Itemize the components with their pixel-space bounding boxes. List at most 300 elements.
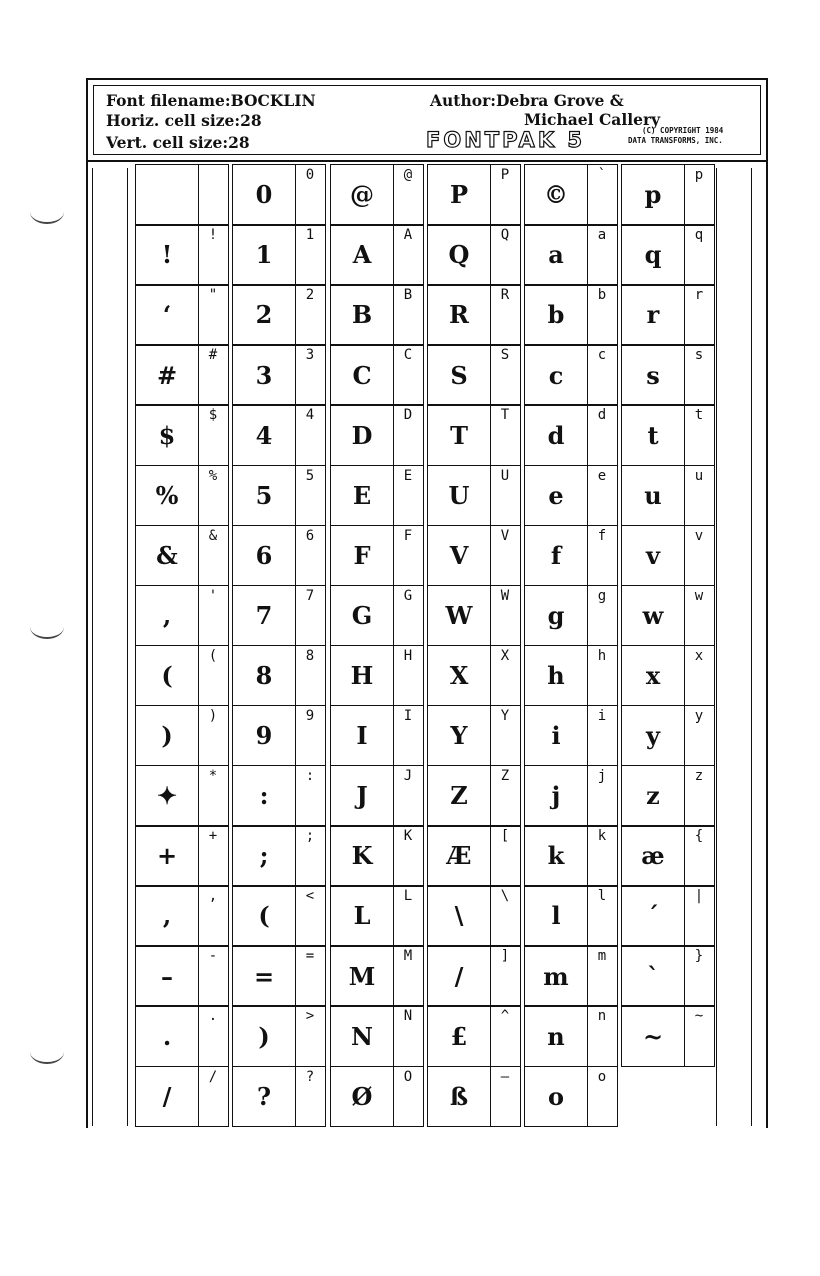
- font-glyph: E: [352, 480, 372, 510]
- char-cell: [524, 705, 618, 767]
- font-glyph: /: [162, 1081, 172, 1111]
- reference-char: }: [694, 948, 704, 965]
- char-cell: [135, 885, 229, 947]
- font-glyph: S: [450, 360, 468, 390]
- reference-char: &: [208, 527, 218, 544]
- reference-char: P: [500, 167, 510, 183]
- char-cell: [621, 585, 715, 647]
- fontpak-logo: FONTPAK 5: [426, 128, 586, 152]
- font-glyph: v: [646, 540, 660, 570]
- font-glyph: :: [259, 781, 269, 811]
- char-cell: [621, 525, 715, 587]
- font-glyph: c: [548, 360, 564, 390]
- char-cell: [524, 224, 618, 286]
- char-cell: [232, 344, 326, 406]
- reference-char: —: [500, 1068, 510, 1085]
- font-glyph: N: [351, 1021, 373, 1051]
- font-glyph: –: [161, 961, 173, 991]
- font-glyph: h: [547, 661, 565, 691]
- char-cell: [232, 765, 326, 827]
- reference-char: 2: [305, 287, 315, 304]
- font-glyph: s: [646, 360, 660, 390]
- reference-char: f: [597, 527, 607, 544]
- reference-char: .: [208, 1008, 218, 1025]
- char-cell: [427, 945, 521, 1007]
- char-cell: [135, 404, 229, 466]
- punch-hole: [30, 1040, 64, 1064]
- font-glyph: 8: [255, 661, 273, 691]
- font-glyph: 6: [255, 540, 273, 570]
- char-cell: [135, 1005, 229, 1067]
- char-cell: [524, 1066, 618, 1128]
- font-glyph: @: [350, 180, 374, 210]
- font-glyph: B: [351, 300, 373, 330]
- reference-char: |: [694, 888, 704, 905]
- font-glyph: W: [445, 600, 473, 630]
- char-cell: [524, 585, 618, 647]
- font-glyph: q: [644, 240, 662, 270]
- reference-char: 1: [305, 227, 315, 244]
- reference-char: 3: [305, 347, 315, 364]
- reference-char: 4: [305, 407, 315, 424]
- header-box: [86, 78, 768, 162]
- font-glyph: 5: [255, 480, 273, 510]
- font-glyph: 0: [255, 180, 273, 210]
- horiz-cell-size-value: 28: [240, 111, 262, 130]
- reference-char: N: [403, 1008, 413, 1025]
- font-glyph: ✦: [156, 781, 178, 811]
- cell-divider: [198, 165, 199, 225]
- reference-char: ^: [500, 1008, 510, 1025]
- reference-char: -: [208, 948, 218, 965]
- reference-char: s: [694, 347, 704, 364]
- reference-char: >: [305, 1008, 315, 1025]
- reference-char: b: [597, 287, 607, 304]
- char-cell: [621, 645, 715, 707]
- font-glyph: k: [547, 841, 565, 871]
- char-cell: [427, 224, 521, 286]
- font-glyph: ,: [162, 600, 172, 630]
- font-glyph: ~: [642, 1021, 664, 1051]
- font-glyph: g: [547, 600, 565, 630]
- font-glyph: #: [156, 360, 178, 390]
- reference-char: R: [500, 287, 510, 304]
- left-margin-strip: [92, 168, 128, 1126]
- char-cell: [524, 645, 618, 707]
- reference-char: Y: [500, 707, 510, 724]
- reference-char: S: [500, 347, 510, 364]
- font-glyph: l: [551, 901, 561, 931]
- reference-char: :: [305, 768, 315, 784]
- author-row: [430, 92, 624, 110]
- char-cell: [524, 465, 618, 527]
- font-glyph: d: [547, 420, 565, 450]
- reference-char: e: [597, 467, 607, 484]
- char-cell: [427, 1066, 521, 1128]
- font-glyph: &: [156, 540, 178, 570]
- reference-char: ?: [305, 1068, 315, 1085]
- reference-char: n: [597, 1008, 607, 1025]
- char-cell: [427, 585, 521, 647]
- font-glyph: U: [448, 480, 470, 510]
- char-cell: [232, 825, 326, 887]
- char-cell: [621, 164, 715, 226]
- font-glyph: .: [162, 1021, 172, 1051]
- reference-char: a: [597, 227, 607, 244]
- font-glyph: f: [550, 540, 562, 570]
- reference-char: =: [305, 948, 315, 965]
- font-glyph: \: [454, 901, 464, 931]
- char-cell: [330, 224, 424, 286]
- reference-char: !: [208, 227, 218, 244]
- font-glyph: J: [356, 781, 368, 811]
- font-glyph: Q: [448, 240, 470, 270]
- punch-hole: [30, 200, 64, 224]
- char-cell: [135, 945, 229, 1007]
- reference-char: L: [403, 888, 413, 905]
- right-margin-strip: [716, 168, 752, 1126]
- font-glyph: i: [551, 721, 561, 751]
- char-cell: [330, 825, 424, 887]
- font-glyph: L: [353, 901, 371, 931]
- char-cell: [135, 164, 229, 226]
- font-glyph: (: [161, 661, 173, 691]
- reference-char: (: [208, 647, 218, 664]
- char-cell: [524, 344, 618, 406]
- char-cell: [232, 164, 326, 226]
- char-cell: [524, 284, 618, 346]
- char-cell: [330, 344, 424, 406]
- char-cell: [524, 164, 618, 226]
- font-glyph: V: [449, 540, 469, 570]
- copyright-notice: [628, 126, 723, 146]
- char-cell: [621, 404, 715, 466]
- char-cell: [232, 525, 326, 587]
- font-glyph: T: [450, 420, 468, 450]
- char-cell: [330, 645, 424, 707]
- char-cell: [621, 765, 715, 827]
- font-glyph: o: [547, 1081, 564, 1111]
- font-glyph: Z: [450, 781, 468, 811]
- reference-char: ~: [694, 1008, 704, 1025]
- char-cell: [330, 585, 424, 647]
- char-cell: [621, 945, 715, 1007]
- char-cell: [330, 284, 424, 346]
- reference-char: #: [208, 347, 218, 364]
- reference-char: O: [403, 1068, 413, 1085]
- char-cell: [232, 1066, 326, 1128]
- font-glyph: 2: [255, 300, 273, 330]
- char-cell: [524, 404, 618, 466]
- font-glyph: `: [647, 961, 659, 991]
- font-glyph: 7: [255, 600, 273, 630]
- char-cell: [232, 705, 326, 767]
- reference-char: z: [694, 768, 704, 784]
- reference-char: U: [500, 467, 510, 484]
- font-glyph: Ø: [351, 1081, 373, 1111]
- font-glyph: e: [548, 480, 564, 510]
- font-glyph: ): [161, 721, 173, 751]
- char-cell: [621, 1005, 715, 1067]
- reference-char: g: [597, 587, 607, 604]
- char-cell: [524, 945, 618, 1007]
- reference-char: t: [694, 407, 704, 424]
- char-cell: [621, 705, 715, 767]
- reference-char: d: [597, 407, 607, 424]
- font-filename-label: Font filename:: [106, 91, 231, 110]
- char-cell: [621, 825, 715, 887]
- reference-char: j: [597, 768, 607, 784]
- char-cell: [232, 945, 326, 1007]
- char-cell: [524, 825, 618, 887]
- font-glyph: b: [547, 300, 565, 330]
- reference-char: l: [597, 888, 607, 905]
- font-glyph: !: [161, 240, 173, 270]
- reference-char: r: [694, 287, 704, 304]
- font-glyph: 9: [255, 721, 273, 751]
- reference-char: J: [403, 768, 413, 784]
- font-glyph: æ: [641, 841, 665, 871]
- font-glyph: F: [353, 540, 371, 570]
- char-cell: [232, 404, 326, 466]
- reference-char: [: [500, 828, 510, 845]
- font-glyph: w: [642, 600, 664, 630]
- reference-char: 7: [305, 587, 315, 604]
- font-glyph: [136, 165, 198, 225]
- font-glyph: /: [454, 961, 464, 991]
- reference-char: Q: [500, 227, 510, 244]
- char-cell: [330, 465, 424, 527]
- char-cell: [135, 465, 229, 527]
- char-cell: [330, 885, 424, 947]
- char-cell: [330, 404, 424, 466]
- font-glyph: M: [348, 961, 376, 991]
- reference-char: y: [694, 707, 704, 724]
- font-glyph: ,: [162, 901, 172, 931]
- reference-char: c: [597, 347, 607, 364]
- char-cell: [330, 164, 424, 226]
- font-glyph: x: [645, 661, 661, 691]
- font-glyph: ´: [647, 901, 659, 931]
- reference-char: 8: [305, 647, 315, 664]
- char-cell: [621, 224, 715, 286]
- reference-char: m: [597, 948, 607, 965]
- char-cell: [135, 645, 229, 707]
- reference-char: B: [403, 287, 413, 304]
- font-glyph: (: [258, 901, 270, 931]
- reference-char: %: [208, 467, 218, 484]
- char-cell: [330, 1066, 424, 1128]
- char-cell: [135, 1066, 229, 1128]
- font-glyph: Æ: [446, 841, 472, 871]
- vert-cell-size-value: 28: [228, 133, 250, 152]
- font-glyph: t: [647, 420, 659, 450]
- reference-char: ]: [500, 948, 510, 965]
- copyright-line1: (C) COPYRIGHT 1984: [642, 126, 724, 135]
- char-cell: [427, 1005, 521, 1067]
- char-cell: [524, 885, 618, 947]
- char-cell: [232, 465, 326, 527]
- vert-cell-size-label: Vert. cell size:: [106, 133, 229, 152]
- char-cell: [524, 765, 618, 827]
- char-cell: [427, 525, 521, 587]
- reference-char: 5: [305, 467, 315, 484]
- char-cell: [135, 585, 229, 647]
- reference-char: k: [597, 828, 607, 845]
- reference-char: ": [208, 287, 218, 304]
- reference-char: o: [597, 1068, 607, 1085]
- font-glyph: r: [646, 300, 660, 330]
- char-cell: [330, 525, 424, 587]
- author-name-line1: Debra Grove &: [495, 91, 624, 110]
- reference-char: Z: [500, 768, 510, 784]
- reference-char: <: [305, 888, 315, 905]
- char-cell: [135, 284, 229, 346]
- reference-char: H: [403, 647, 413, 664]
- reference-char: 0: [305, 167, 315, 183]
- font-glyph: ?: [256, 1081, 272, 1111]
- font-glyph: p: [644, 180, 662, 210]
- horiz-cell-size-row: [106, 112, 262, 130]
- font-glyph: H: [350, 661, 374, 691]
- reference-char: F: [403, 527, 413, 544]
- font-glyph: $: [158, 420, 176, 450]
- font-glyph: I: [356, 721, 368, 751]
- font-glyph: D: [351, 420, 373, 450]
- reference-char: p: [694, 167, 704, 183]
- char-cell: [330, 765, 424, 827]
- font-glyph: u: [644, 480, 662, 510]
- reference-char: K: [403, 828, 413, 845]
- char-cell: [621, 284, 715, 346]
- reference-char: V: [500, 527, 510, 544]
- font-glyph: 4: [255, 420, 273, 450]
- punch-hole: [30, 615, 64, 639]
- reference-char: $: [208, 407, 218, 424]
- font-glyph: ): [258, 1021, 270, 1051]
- font-glyph: 1: [255, 240, 273, 270]
- char-cell: [621, 465, 715, 527]
- reference-char: W: [500, 587, 510, 604]
- author-name-line2: Michael Callery: [524, 110, 661, 129]
- reference-char: C: [403, 347, 413, 364]
- char-cell: [427, 465, 521, 527]
- char-cell: [621, 885, 715, 947]
- char-cell: [427, 885, 521, 947]
- reference-char: ': [208, 587, 218, 604]
- font-glyph: a: [548, 240, 564, 270]
- char-cell: [330, 1005, 424, 1067]
- reference-char: ): [208, 707, 218, 724]
- font-glyph: z: [646, 781, 660, 811]
- reference-char: ,: [208, 888, 218, 905]
- char-cell: [232, 585, 326, 647]
- char-cell: [524, 525, 618, 587]
- reference-char: T: [500, 407, 510, 424]
- font-glyph: %: [155, 480, 179, 510]
- reference-char: i: [597, 707, 607, 724]
- font-glyph: A: [352, 240, 372, 270]
- char-cell: [427, 705, 521, 767]
- reference-char: ;: [305, 828, 315, 845]
- font-glyph: ß: [449, 1081, 469, 1111]
- font-glyph: m: [543, 961, 569, 991]
- reference-char: X: [500, 647, 510, 664]
- char-cell: [232, 224, 326, 286]
- char-cell: [135, 765, 229, 827]
- horiz-cell-size-label: Horiz. cell size:: [106, 111, 241, 130]
- reference-char: /: [208, 1068, 218, 1085]
- font-glyph: n: [547, 1021, 565, 1051]
- char-cell: [232, 645, 326, 707]
- reference-char: `: [597, 167, 607, 183]
- char-cell: [427, 825, 521, 887]
- reference-char: +: [208, 828, 218, 845]
- char-cell: [621, 344, 715, 406]
- reference-char: q: [694, 227, 704, 244]
- font-glyph: G: [351, 600, 373, 630]
- author-label: Author:: [430, 91, 496, 110]
- font-glyph: Y: [450, 721, 468, 751]
- reference-char: D: [403, 407, 413, 424]
- char-cell: [135, 705, 229, 767]
- reference-char: u: [694, 467, 704, 484]
- reference-char: A: [403, 227, 413, 244]
- reference-char: {: [694, 828, 704, 845]
- char-cell: [524, 1005, 618, 1067]
- char-cell: [232, 885, 326, 947]
- char-cell: [135, 525, 229, 587]
- reference-char: 9: [305, 707, 315, 724]
- reference-char: 6: [305, 527, 315, 544]
- reference-char: \: [500, 888, 510, 905]
- char-cell: [427, 765, 521, 827]
- char-cell: [427, 344, 521, 406]
- font-glyph: C: [352, 360, 372, 390]
- font-glyph: +: [156, 841, 178, 871]
- char-cell: [427, 164, 521, 226]
- char-cell: [135, 344, 229, 406]
- reference-char: M: [403, 948, 413, 965]
- reference-char: E: [403, 467, 413, 484]
- char-cell: [330, 705, 424, 767]
- font-glyph: R: [449, 300, 469, 330]
- font-glyph: K: [351, 841, 373, 871]
- font-glyph: 3: [255, 360, 273, 390]
- font-glyph: £: [450, 1021, 468, 1051]
- char-cell: [232, 284, 326, 346]
- reference-char: v: [694, 527, 704, 544]
- char-cell: [232, 1005, 326, 1067]
- font-glyph: ©: [544, 180, 568, 210]
- char-cell: [427, 284, 521, 346]
- reference-char: w: [694, 587, 704, 604]
- font-filename-value: BOCKLIN: [230, 91, 316, 110]
- font-filename-row: [106, 92, 316, 110]
- font-glyph: ‘: [162, 300, 172, 330]
- reference-char: G: [403, 587, 413, 604]
- vert-cell-size-row: [106, 134, 250, 152]
- font-glyph: X: [449, 661, 469, 691]
- copyright-line2: DATA TRANSFORMS, INC.: [628, 136, 723, 145]
- char-cell: [330, 945, 424, 1007]
- font-glyph: j: [551, 781, 561, 811]
- reference-char: x: [694, 647, 704, 664]
- reference-char: *: [208, 768, 218, 784]
- reference-char: @: [403, 167, 413, 183]
- reference-char: h: [597, 647, 607, 664]
- char-cell: [427, 645, 521, 707]
